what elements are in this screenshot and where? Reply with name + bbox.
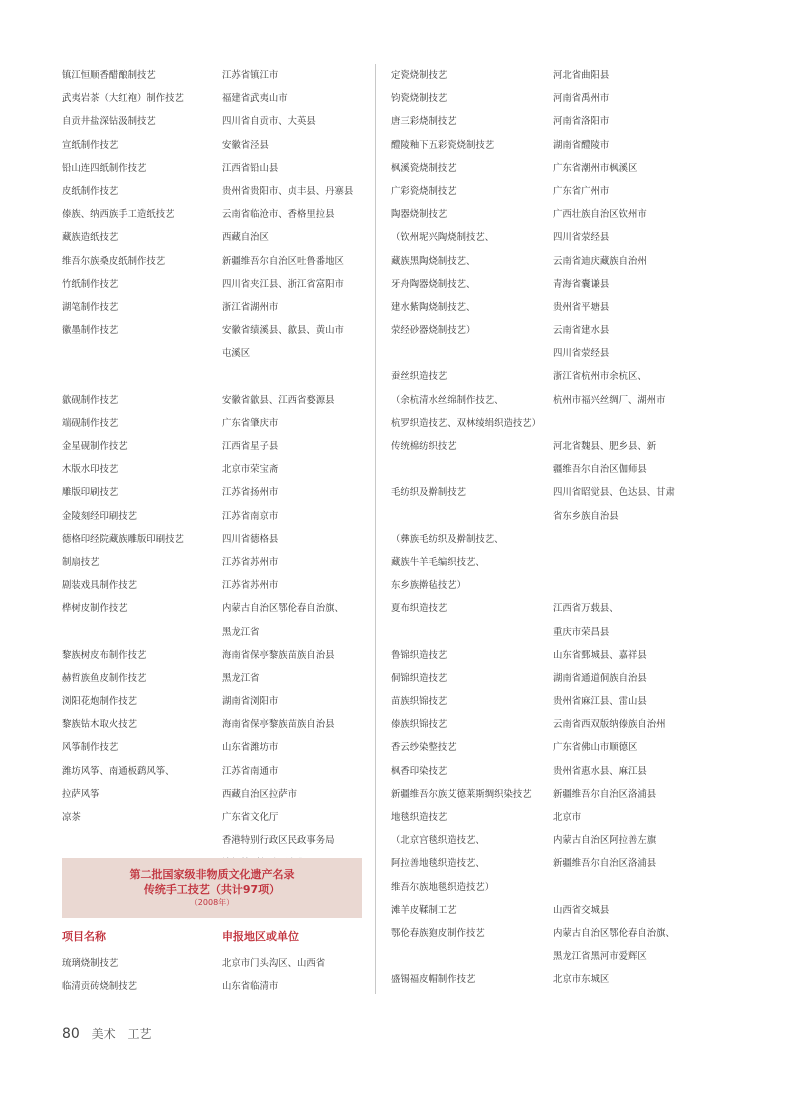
region-name: 青海省囊谦县 <box>553 278 610 290</box>
project-name: 枫溪瓷烧制技艺 <box>391 162 457 174</box>
region-name: 江苏省南通市 <box>222 765 279 777</box>
list-item <box>62 87 367 110</box>
list-item <box>391 296 751 319</box>
region-name: 云南省临沧市、香格里拉县 <box>222 209 335 221</box>
project-name: 德格印经院藏族雕版印刷技艺 <box>62 533 184 545</box>
footer-section: 美术 <box>91 1027 116 1041</box>
region-name: 山东省临清市 <box>222 981 279 993</box>
list-item <box>391 273 751 296</box>
list-item <box>391 64 751 87</box>
project-name: 定瓷烧制技艺 <box>391 70 448 81</box>
region-name: 广东省文化厅 <box>222 812 279 823</box>
project-name: 黎族树皮布制作技艺 <box>62 649 147 661</box>
region-name: 贵州省麻江县、雷山县 <box>553 696 647 708</box>
lower-column-list <box>62 952 367 998</box>
region-name: 江西省万载县、 <box>553 603 619 615</box>
project-name: （钦州坭兴陶烧制技艺、 <box>391 232 495 244</box>
project-name: 鲁锦织造技艺 <box>391 649 448 661</box>
project-name: 歙砚制作技艺 <box>62 394 119 406</box>
region-name: 山东省鄄城县、嘉祥县 <box>553 649 647 661</box>
list-item <box>391 342 751 365</box>
region-name: 新疆维吾尔自治区洛浦县 <box>553 788 657 800</box>
region-name: 云南省西双版纳傣族自治州 <box>553 719 666 731</box>
list-item <box>62 412 367 435</box>
region-name: 西藏自治区 <box>222 232 269 244</box>
list-item <box>62 481 367 504</box>
footer-subsection: 工艺 <box>127 1027 152 1041</box>
project-name: 新疆维吾尔族艾德莱斯绸织染技艺 <box>391 788 532 800</box>
list-item <box>62 342 367 365</box>
project-name: 建水紫陶烧制技艺、 <box>391 301 476 313</box>
list-item <box>62 597 367 620</box>
region-name: 北京市东城区 <box>553 974 610 986</box>
region-name: 浙江省湖州市 <box>222 301 279 313</box>
list-item <box>391 899 751 922</box>
list-item <box>391 412 751 435</box>
list-item <box>62 180 367 203</box>
project-name: 拉萨风筝 <box>62 788 100 800</box>
list-item <box>62 319 367 342</box>
list-item <box>62 296 367 319</box>
list-item <box>391 968 751 991</box>
project-name: 金陵刻经印刷技艺 <box>62 510 138 522</box>
project-name: 徽墨制作技艺 <box>62 325 119 337</box>
region-name: 江西省铅山县 <box>222 162 279 174</box>
list-item <box>62 458 367 481</box>
list-item <box>391 945 751 968</box>
list-item <box>391 134 751 157</box>
region-name: 屯溪区 <box>222 348 251 360</box>
region-name: 香港特别行政区民政事务局 <box>222 835 335 847</box>
project-name: 傣族、纳西族手工造纸技艺 <box>62 209 175 221</box>
list-item <box>391 458 751 481</box>
list-item <box>391 690 751 713</box>
list-item <box>391 922 751 945</box>
region-name: 重庆市荣昌县 <box>553 626 610 638</box>
list-item <box>62 736 367 759</box>
list-item <box>62 806 367 829</box>
region-name: 贵州省贵阳市、贞丰县、丹寨县 <box>222 185 354 197</box>
list-item <box>391 203 751 226</box>
table-header <box>62 928 367 948</box>
project-name: 竹纸制作技艺 <box>62 278 119 290</box>
region-name: 四川省荥经县 <box>553 232 610 244</box>
column-divider <box>375 64 376 994</box>
project-name: 黎族钻木取火技艺 <box>62 719 138 731</box>
list-item <box>391 389 751 412</box>
project-name: 鄂伦春族狍皮制作技艺 <box>391 927 485 939</box>
region-name: 内蒙古自治区鄂伦春自治旗、 <box>222 603 344 615</box>
project-name: 雕版印刷技艺 <box>62 487 119 499</box>
region-name: 内蒙古自治区阿拉善左旗 <box>553 835 657 847</box>
region-name: 贵州省平塘县 <box>553 301 610 313</box>
region-name: 河北省曲阳县 <box>553 70 610 81</box>
region-name: 广东省广州市 <box>553 185 610 197</box>
project-name: 桦树皮制作技艺 <box>62 603 128 615</box>
project-name: 琉璃烧制技艺 <box>62 958 119 969</box>
list-item <box>62 203 367 226</box>
list-item <box>62 760 367 783</box>
region-name: 四川省德格县 <box>222 533 279 545</box>
region-name: 湖南省通道侗族自治县 <box>553 672 647 684</box>
project-name: 蚕丝织造技艺 <box>391 371 448 383</box>
project-name: 风筝制作技艺 <box>62 742 119 754</box>
list-item <box>391 505 751 528</box>
banner-subtitle: 传统手工技艺（共计97项） <box>143 883 281 896</box>
list-item <box>391 87 751 110</box>
region-name: 疆维吾尔自治区伽师县 <box>553 464 647 476</box>
list-item <box>391 481 751 504</box>
list-item <box>62 226 367 249</box>
project-name: 端砚制作技艺 <box>62 417 119 429</box>
region-name: 江苏省苏州市 <box>222 580 279 592</box>
region-name: 湖南省浏阳市 <box>222 696 279 708</box>
project-name: 荥经砂器烧制技艺） <box>391 325 476 337</box>
list-item <box>391 250 751 273</box>
page-number: 80 <box>62 1026 80 1042</box>
region-name: 广东省佛山市顺德区 <box>553 742 638 754</box>
region-name: 山西省交城县 <box>553 904 610 916</box>
list-item <box>62 365 367 388</box>
region-name: 云南省建水县 <box>553 325 610 337</box>
list-item <box>62 389 367 412</box>
region-name: 四川省自贡市、大英县 <box>222 116 316 128</box>
list-item <box>62 134 367 157</box>
region-name: 浙江省杭州市余杭区、 <box>553 371 647 383</box>
region-name: 北京市门头沟区、山西省 <box>222 958 326 969</box>
region-name: 安徽省绩溪县、歙县、黄山市 <box>222 325 344 337</box>
list-item <box>391 783 751 806</box>
region-name: 四川省夹江县、浙江省富阳市 <box>222 278 344 290</box>
project-name: （彝族毛纺织及擀制技艺、 <box>391 533 504 545</box>
page-footer <box>62 1025 152 1045</box>
list-item <box>62 975 367 998</box>
list-item <box>62 667 367 690</box>
project-name: 苗族织锦技艺 <box>391 696 448 708</box>
project-name: 侗锦织造技艺 <box>391 672 448 684</box>
project-name: 醴陵釉下五彩瓷烧制技艺 <box>391 139 495 151</box>
region-name: 四川省荥经县 <box>553 348 610 360</box>
project-name: 浏阳花炮制作技艺 <box>62 696 138 708</box>
project-name: 藏族牛羊毛编织技艺、 <box>391 556 485 568</box>
project-name: 盛锡福皮帽制作技艺 <box>391 974 476 986</box>
project-name: 铅山连四纸制作技艺 <box>62 162 147 174</box>
region-name: 安徽省泾县 <box>222 139 269 151</box>
list-item <box>62 64 367 87</box>
list-item <box>391 806 751 829</box>
left-column-list <box>62 64 367 876</box>
list-item <box>62 435 367 458</box>
region-name: 黑龙江省 <box>222 672 260 684</box>
region-name: 安徽省歙县、江西省婺源县 <box>222 394 335 406</box>
region-name: 广东省肇庆市 <box>222 417 279 429</box>
region-name: 江苏省扬州市 <box>222 487 279 499</box>
list-item <box>391 226 751 249</box>
list-item <box>391 829 751 852</box>
region-name: 杭州市福兴丝绸厂、湖州市 <box>553 394 666 406</box>
project-name: 杭罗织造技艺、双林绫绢织造技艺） <box>391 417 542 429</box>
list-item <box>62 551 367 574</box>
project-name: （余杭清水丝绵制作技艺、 <box>391 394 504 406</box>
list-item <box>62 783 367 806</box>
list-item <box>62 952 367 975</box>
list-item <box>62 713 367 736</box>
project-name: 香云纱染整技艺 <box>391 742 457 754</box>
project-name: （北京宫毯织造技艺、 <box>391 835 485 847</box>
header-region: 申报地区或单位 <box>222 930 299 943</box>
list-item <box>391 644 751 667</box>
list-item <box>391 157 751 180</box>
region-name: 福建省武夷山市 <box>222 93 288 105</box>
header-project-name: 项目名称 <box>62 930 106 943</box>
project-name: 赫哲族鱼皮制作技艺 <box>62 672 147 684</box>
project-name: 木版水印技艺 <box>62 464 119 476</box>
project-name: 傣族织锦技艺 <box>391 719 448 731</box>
list-item <box>391 435 751 458</box>
list-item <box>391 551 751 574</box>
list-item <box>391 876 751 899</box>
region-name: 省东乡族自治县 <box>553 510 619 522</box>
project-name: 维吾尔族地毯织造技艺） <box>391 881 495 893</box>
list-item <box>391 852 751 875</box>
project-name: 潍坊风筝、南通板鹞风筝、 <box>62 765 175 777</box>
project-name: 凉茶 <box>62 812 81 823</box>
project-name: 唐三彩烧制技艺 <box>391 116 457 128</box>
region-name: 广东省潮州市枫溪区 <box>553 162 638 174</box>
region-name: 北京市荣宝斋 <box>222 464 279 476</box>
project-name: 制扇技艺 <box>62 556 100 568</box>
list-item <box>62 505 367 528</box>
list-item <box>391 528 751 551</box>
region-name: 江苏省苏州市 <box>222 556 279 568</box>
project-name: 陶器烧制技艺 <box>391 209 448 221</box>
region-name: 新疆维吾尔自治区洛浦县 <box>553 858 657 870</box>
region-name: 黑龙江省 <box>222 626 260 638</box>
project-name: 藏族造纸技艺 <box>62 232 119 244</box>
region-name: 河南省洛阳市 <box>553 116 610 128</box>
project-name: 自贡井盐深钻汲制技艺 <box>62 116 156 128</box>
project-name: 地毯织造技艺 <box>391 812 448 823</box>
project-name: 宣纸制作技艺 <box>62 139 119 151</box>
list-item <box>391 110 751 133</box>
banner-title: 第二批国家级非物质文化遗产名录 <box>129 868 295 881</box>
list-item <box>391 319 751 342</box>
project-name: 东乡族擀毡技艺） <box>391 580 467 592</box>
list-item <box>62 273 367 296</box>
project-name: 武夷岩茶（大红袍）制作技艺 <box>62 93 184 105</box>
section-banner <box>62 858 362 918</box>
project-name: 阿拉善地毯织造技艺、 <box>391 858 485 870</box>
region-name: 海南省保亭黎族苗族自治县 <box>222 719 335 731</box>
project-name: 皮纸制作技艺 <box>62 185 119 197</box>
region-name: 广西壮族自治区钦州市 <box>553 209 647 221</box>
region-name: 山东省潍坊市 <box>222 742 279 754</box>
list-item <box>391 760 751 783</box>
list-item <box>391 180 751 203</box>
region-name: 海南省保亭黎族苗族自治县 <box>222 649 335 661</box>
banner-year: （2008年） <box>189 898 235 907</box>
list-item <box>391 667 751 690</box>
region-name: 江苏省镇江市 <box>222 70 279 81</box>
project-name: 藏族黑陶烧制技艺、 <box>391 255 476 267</box>
region-name: 江西省星子县 <box>222 441 279 452</box>
list-item <box>391 597 751 620</box>
region-name: 新疆维吾尔自治区吐鲁番地区 <box>222 255 344 267</box>
project-name: 枫香印染技艺 <box>391 765 448 777</box>
project-name: 金星砚制作技艺 <box>62 441 128 452</box>
region-name: 内蒙古自治区鄂伦春自治旗、 <box>553 927 675 939</box>
list-item <box>391 621 751 644</box>
list-item <box>391 736 751 759</box>
region-name: 湖南省醴陵市 <box>553 139 610 151</box>
list-item <box>62 690 367 713</box>
project-name: 毛纺织及擀制技艺 <box>391 487 467 499</box>
region-name: 云南省迪庆藏族自治州 <box>553 255 647 267</box>
region-name: 黑龙江省黑河市爱辉区 <box>553 951 647 963</box>
list-item <box>62 574 367 597</box>
project-name: 维吾尔族桑皮纸制作技艺 <box>62 255 166 267</box>
project-name: 镇江恒顺香醋酿制技艺 <box>62 70 156 81</box>
list-item <box>62 157 367 180</box>
list-item <box>391 574 751 597</box>
project-name: 剧装戏具制作技艺 <box>62 580 138 592</box>
region-name: 河北省魏县、肥乡县、新 <box>553 441 657 452</box>
region-name: 贵州省惠水县、麻江县 <box>553 765 647 777</box>
list-item <box>62 829 367 852</box>
list-item <box>62 110 367 133</box>
project-name: 湖笔制作技艺 <box>62 301 119 313</box>
project-name: 牙舟陶器烧制技艺、 <box>391 278 476 290</box>
region-name: 四川省昭觉县、色达县、甘肃 <box>553 487 675 499</box>
list-item <box>62 528 367 551</box>
list-item <box>62 644 367 667</box>
right-column-list <box>391 64 751 992</box>
project-name: 传统棉纺织技艺 <box>391 441 457 452</box>
region-name: 江苏省南京市 <box>222 510 279 522</box>
project-name: 广彩瓷烧制技艺 <box>391 185 457 197</box>
project-name: 临清贡砖烧制技艺 <box>62 981 138 993</box>
project-name: 滩羊皮鞣制工艺 <box>391 904 457 916</box>
project-name: 夏布织造技艺 <box>391 603 448 615</box>
list-item <box>62 250 367 273</box>
region-name: 西藏自治区拉萨市 <box>222 788 298 800</box>
region-name: 河南省禹州市 <box>553 93 610 105</box>
project-name: 钧瓷烧制技艺 <box>391 93 448 105</box>
list-item <box>391 713 751 736</box>
list-item <box>391 365 751 388</box>
region-name: 北京市 <box>553 812 582 823</box>
list-item <box>62 621 367 644</box>
